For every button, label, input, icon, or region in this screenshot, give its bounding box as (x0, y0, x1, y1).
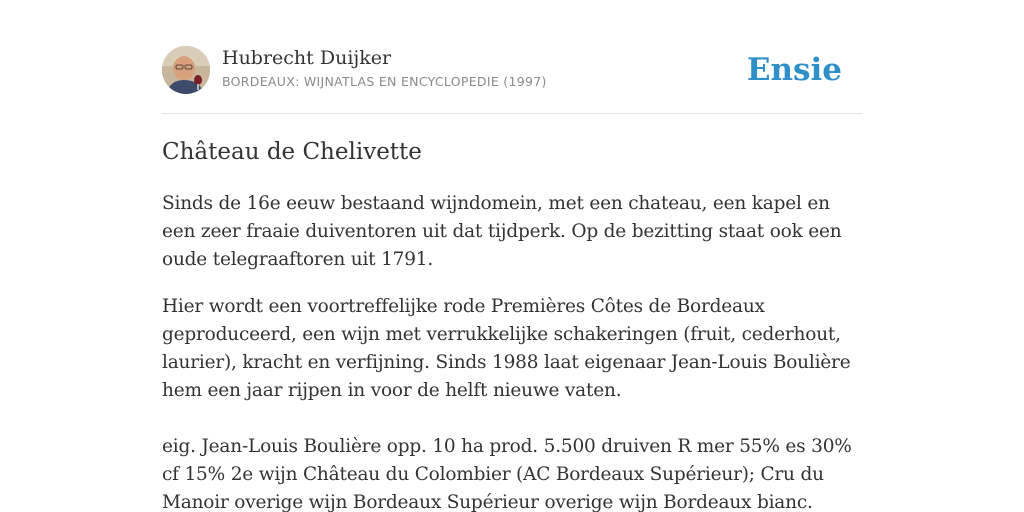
article-title: Château de Chelivette (162, 139, 422, 165)
header-divider (162, 113, 862, 114)
article-paragraph: Sinds de 16e eeuw bestaand wijndomein, met een chateau, een kapel en een zeer fraaie duiventoren uit dat tijdperk. Op de bezitting staat ook een oude telegraaftoren uit 1791. (162, 193, 842, 270)
author-avatar[interactable] (162, 46, 210, 94)
article-body (162, 136, 862, 512)
ensie-logo[interactable]: Ensie (746, 52, 842, 88)
source-title[interactable]: BORDEAUX: WIJNATLAS EN ENCYCLOPEDIE (1997) (222, 74, 547, 89)
article-paragraph: Hier wordt een voortreffelijke rode Premières Côtes de Bordeaux geproduceerd, een wijn met verrukkelijke schakeringen (fruit, cederhout, laurier), kracht en verfijning. Sinds 1988 laat eigenaar Jean-Louis Boulière hem een jaar rijpen in voor de helft nieuwe vaten. (162, 296, 851, 401)
article-paragraph: eig. Jean-Louis Boulière opp. 10 ha prod. 5.500 druiven R mer 55% es 30% cf 15% 2e wijn Château du Colombier (AC Bordeaux Supérieur); Cru du Manoir overige wijn Bordeaux Supérieur overige wijn Bordeaux bianc. (162, 436, 852, 512)
author-name[interactable]: Hubrecht Duijker (222, 47, 392, 69)
author-header (162, 46, 862, 96)
author-photo (162, 46, 210, 94)
